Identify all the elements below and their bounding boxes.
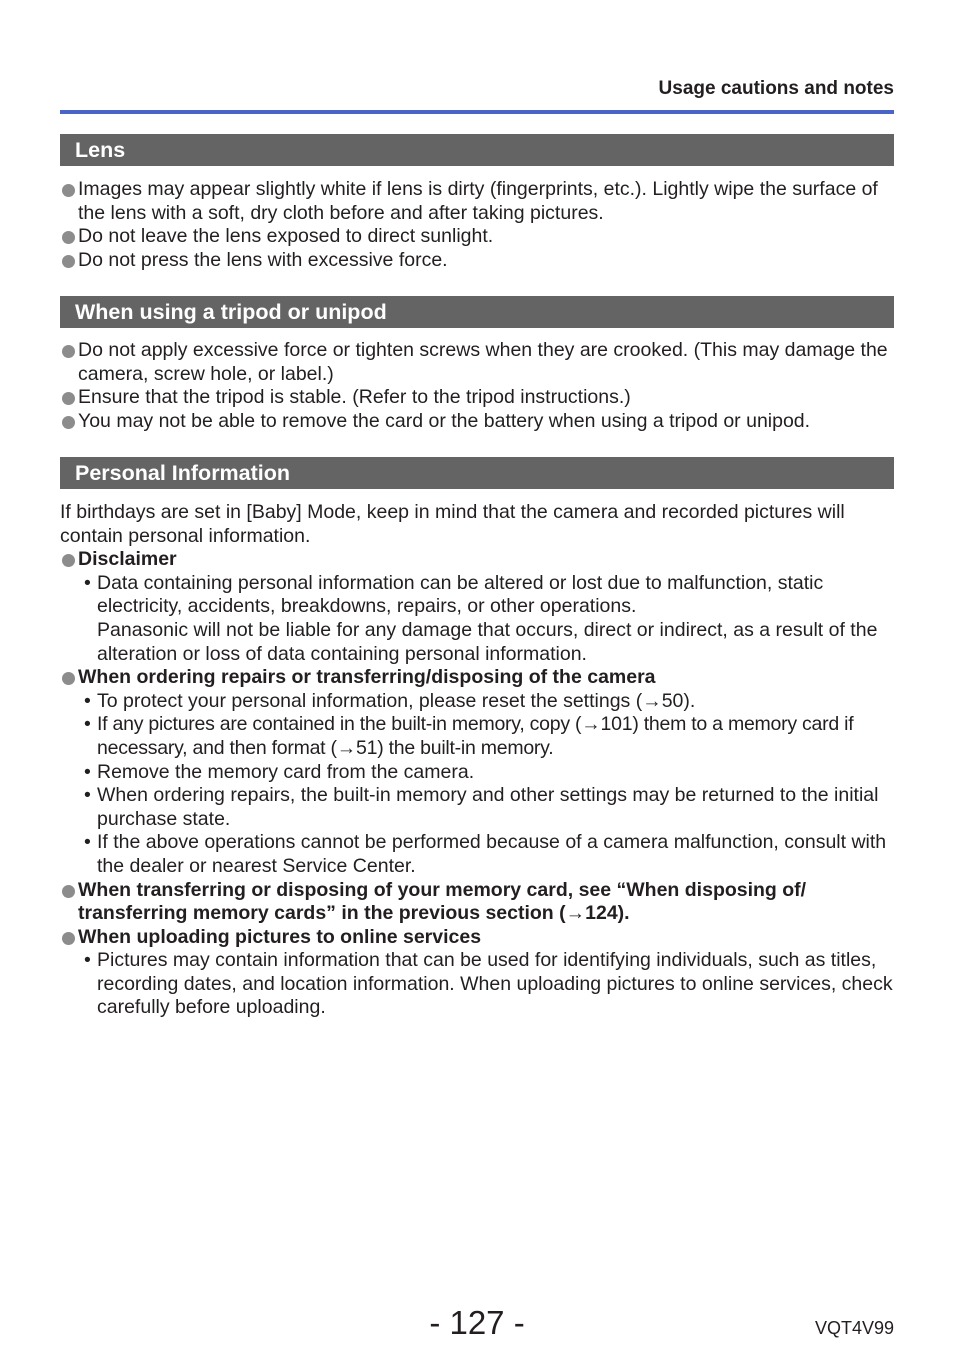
bullet-dot-icon (62, 392, 75, 405)
section-title-personal-information: Personal Information (60, 457, 894, 489)
list-item: • Data containing personal information can be altered or lost due to malfunction, static electricity, accidents, breakdowns, repairs, or other operations. (84, 571, 824, 618)
bullet-dot-icon (62, 932, 75, 945)
sub-bullet-marker: • (84, 760, 91, 783)
list-item: You may not be able to remove the card or the battery when using a tripod or unipod. (60, 410, 896, 434)
bullet-dot-icon (62, 184, 75, 197)
list-item: • To protect your personal information, please reset the settings (→50). (84, 689, 696, 712)
sub-bullet-marker: • (84, 571, 91, 594)
repairs-heading: When ordering repairs or transferring/disposing of the camera (60, 666, 896, 690)
list-item: • Remove the memory card from the camera. (84, 760, 475, 783)
sub-bullet-marker: • (84, 689, 91, 712)
tripod-bullet-list (60, 339, 896, 433)
sub-bullet-marker: • (84, 949, 91, 972)
sub-bullet-marker: • (84, 784, 91, 807)
bullet-dot-icon (62, 885, 75, 898)
list-item: Do not apply excessive force or tighten screws when they are crooked. (This may damage the camera, screw hole, or label.) (60, 339, 896, 386)
bullet-dot-icon (62, 416, 75, 429)
disclaimer-note: Panasonic will not be liable for any damage that occurs, direct or indirect, as a result of the alteration or loss of data containing personal information. (97, 618, 878, 665)
bullet-dot-icon (62, 672, 75, 685)
list-item: • Pictures may contain information that can be used for identifying individuals, such as titles, recording dates, and location information. When uploading pictures to online services, check carefully before uploading. (84, 949, 893, 1019)
list-item: • If the above operations cannot be performed because of a camera malfunction, consult with the dealer or nearest Service Center. (84, 831, 887, 877)
sub-bullet-marker: • (84, 713, 91, 736)
list-item: • When ordering repairs, the built-in memory and other settings may be returned to the initial purchase state. (84, 784, 879, 830)
header-rule (60, 110, 894, 114)
header-title: Usage cautions and notes (658, 78, 894, 99)
section-title-lens: Lens (60, 134, 894, 166)
bullet-dot-icon (62, 231, 75, 244)
bullet-dot-icon (62, 554, 75, 567)
document-code: VQT4V99 (814, 1318, 894, 1338)
section-title-tripod: When using a tripod or unipod (60, 296, 894, 328)
memory-card-heading: When transferring or disposing of your memory card, see “When disposing of/ transferring memory cards” in the previous section (→124). (60, 879, 896, 926)
list-item: Images may appear slightly white if lens is dirty (fingerprints, etc.). Lightly wipe the surface of the lens with a soft, dry cloth before and after taking pictures. (60, 178, 896, 225)
sub-bullet-marker: • (84, 831, 91, 854)
list-item: Ensure that the tripod is stable. (Refer to the tripod instructions.) (60, 386, 896, 410)
bullet-dot-icon (62, 255, 75, 268)
lens-bullet-list (60, 178, 896, 272)
personal-information-content (60, 501, 896, 1020)
list-item: • If any pictures are contained in the built-in memory, copy (→101) them to a memory card if necessary, and then format (→51) the built-in memory. (84, 713, 854, 759)
bullet-dot-icon (62, 345, 75, 358)
page-number: - 127 - (429, 1304, 525, 1341)
disclaimer-heading: Disclaimer (60, 548, 896, 572)
personal-intro: If birthdays are set in [Baby] Mode, keep in mind that the camera and recorded pictures will contain personal information. (60, 501, 845, 547)
list-item: Do not leave the lens exposed to direct sunlight. (60, 225, 896, 249)
uploading-heading: When uploading pictures to online services (60, 926, 896, 950)
list-item: Do not press the lens with excessive force. (60, 249, 896, 273)
